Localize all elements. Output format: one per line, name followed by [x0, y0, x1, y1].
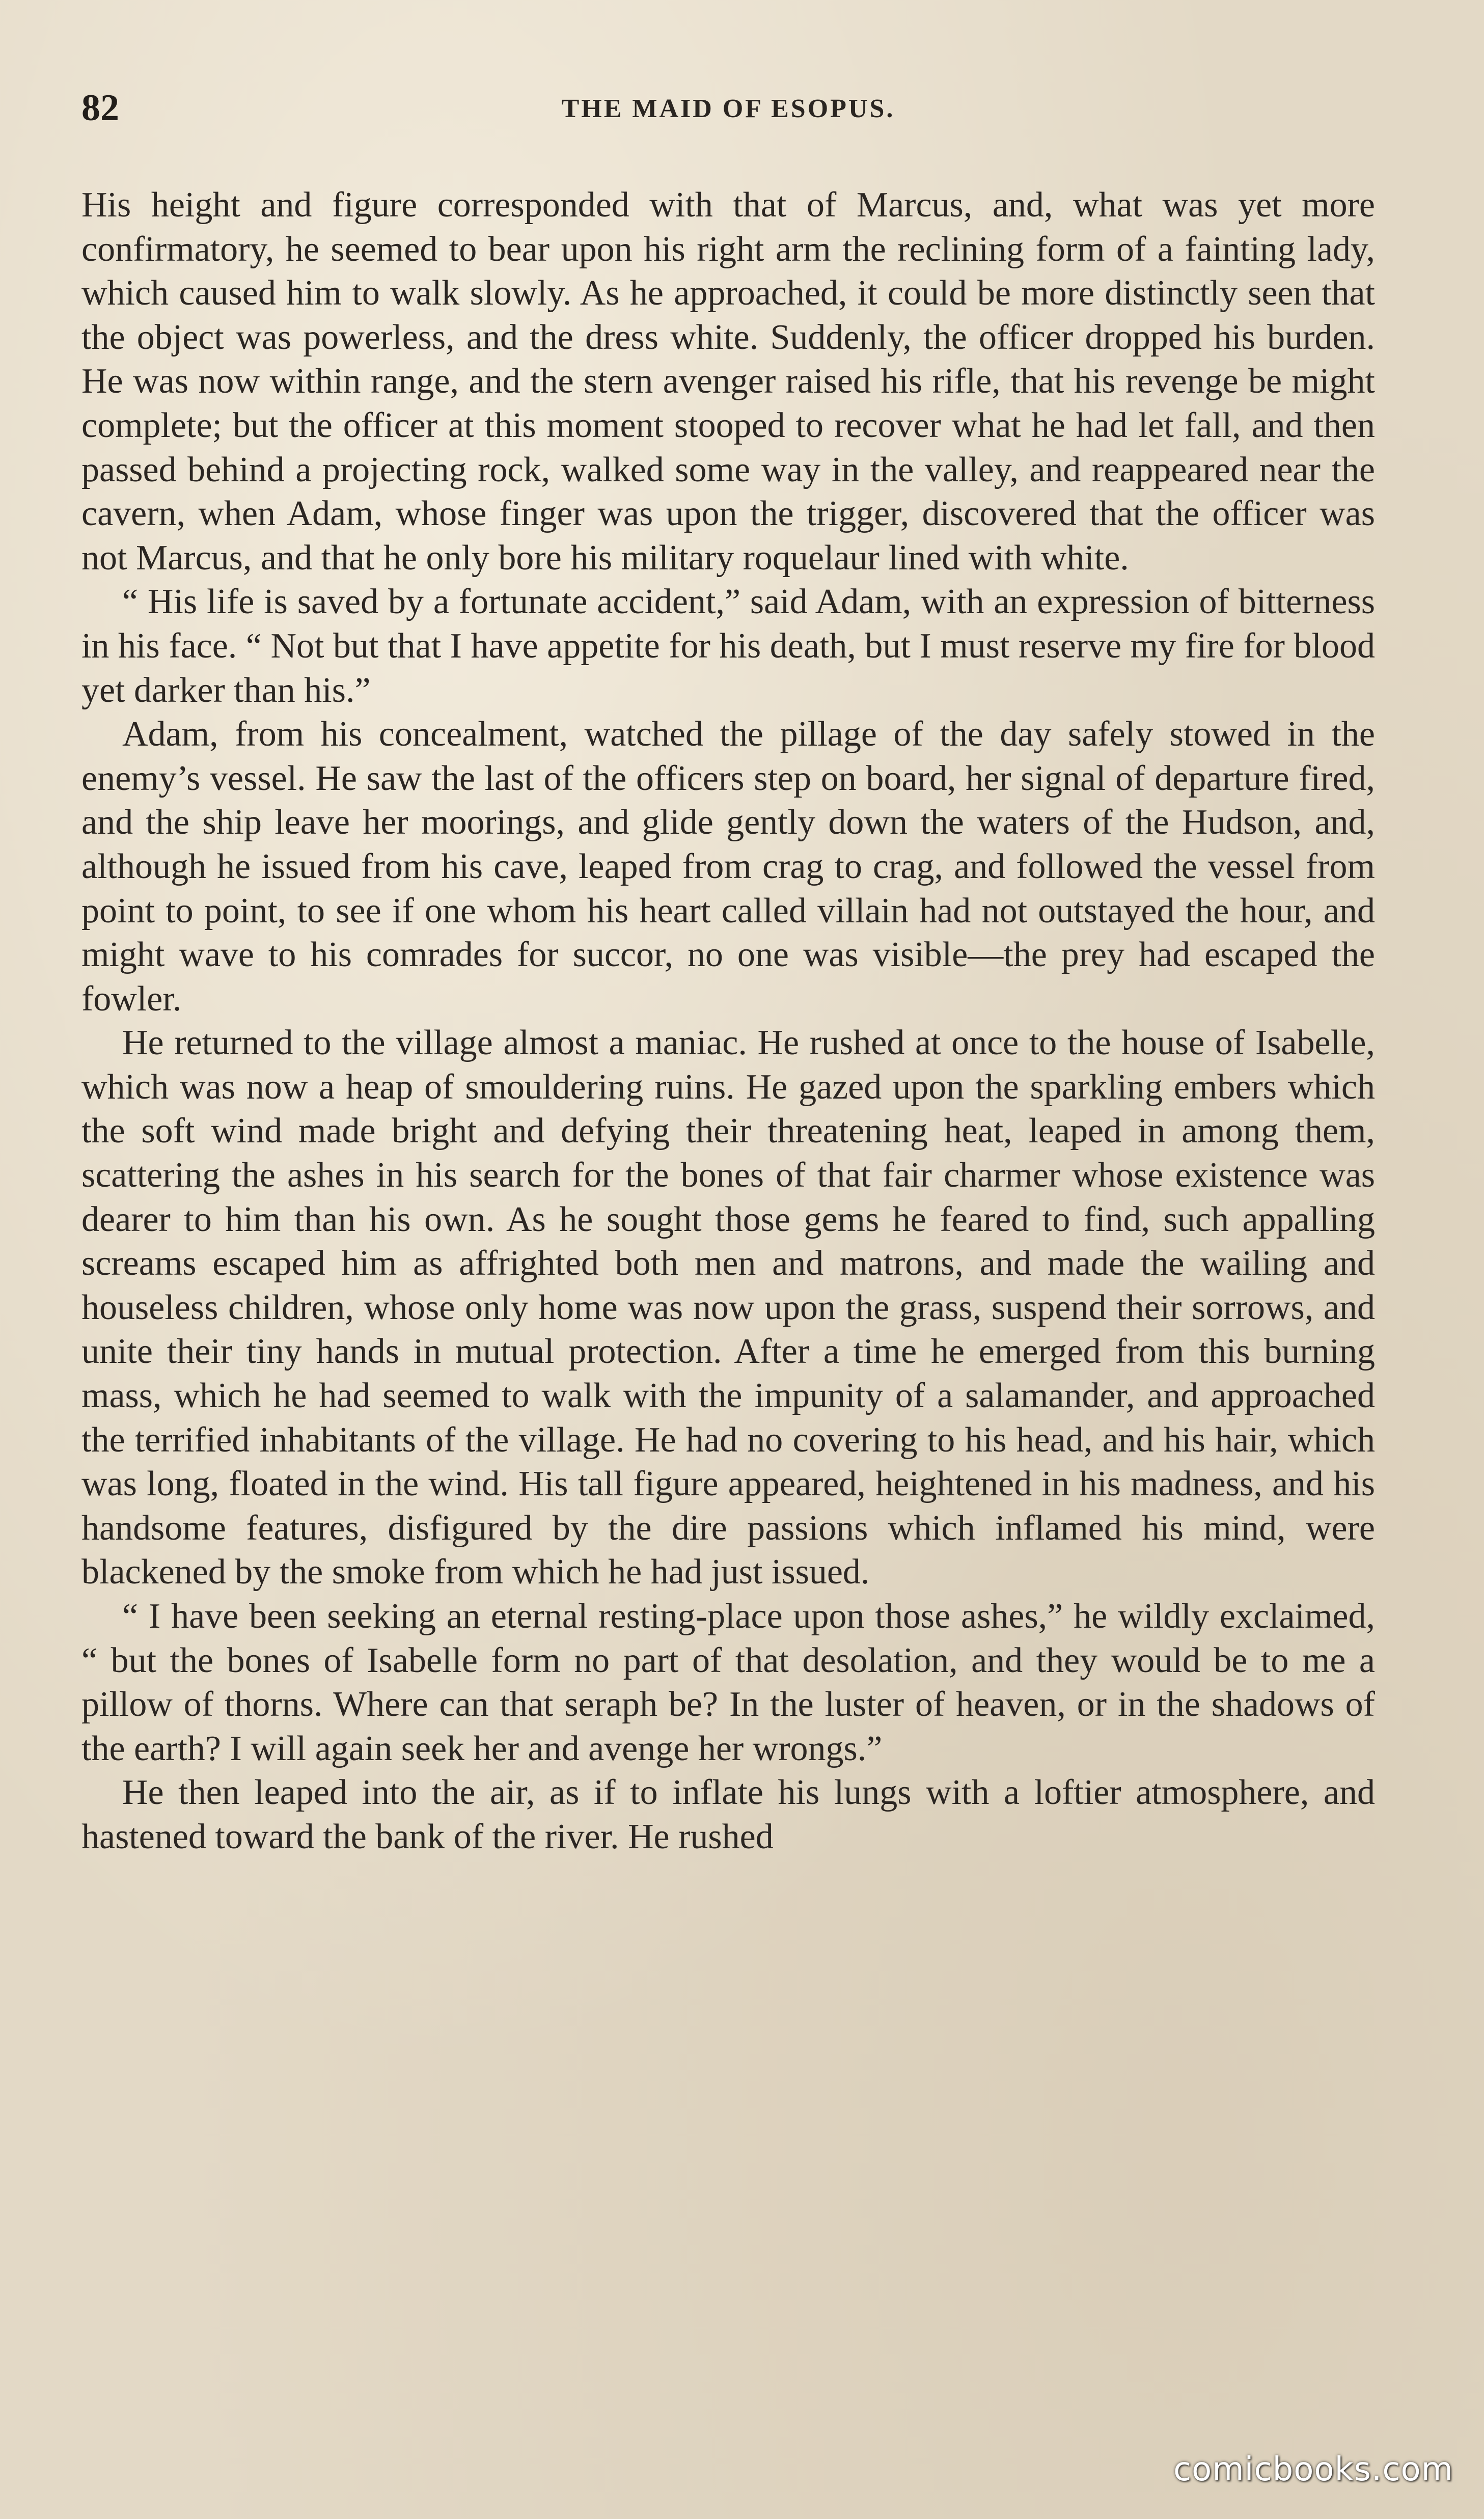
paragraph: Adam, from his concealment, watched the pillage of the day safely stowed in the enemy’s vessel. He saw the last of the officers step on board, her signal of departure fired, and the ship leave her moorings, and glide gently down the waters of the Hudson, and, although he issued from his cave, leaped from crag to crag, and followed the vessel from point to point, to see if one whom his heart called villain had not outstayed the hour, and might wave to his comrades for succor, no one was visible—the prey had escaped the fowler. — [81, 715, 1375, 1019]
page-number: 82 — [81, 87, 119, 129]
page-header — [81, 87, 1375, 132]
paragraph: He returned to the village almost a maniac. He rushed at once to the house of Isabelle, which was now a heap of smouldering ruins. He gazed upon the sparkling embers which the soft wind made bright and defying their threatening heat, leaped in among them, scattering the ashes in his search for the bones of that fair charmer whose existence was dearer to him than his own. As he sought those gems he feared to find, such appalling screams escaped him as affrighted both men and matrons, and made the wailing and houseless children, whose only home was now upon the grass, suspend their sorrows, and unite their tiny hands in mutual protection. After a time he emerged from this burning mass, which he had seemed to walk with the impunity of a salamander, and approached the terrified inhabitants of the village. He had no covering to his head, and his hair, which was long, floated in the wind. His tall figure appeared, heightened in his madness, and his handsome features, disfigured by the dire passions which inflamed his mind, were blackened by the smoke from which he had just issued. — [81, 1023, 1375, 1592]
paragraph: “ His life is saved by a fortunate accident,” said Adam, with an expression of bitterness in his face. “ Not but that I have appetite for his death, but I must reserve my fire for blood yet darker than his.” — [81, 582, 1375, 710]
running-title: THE MAID OF ESOPUS. — [561, 94, 895, 123]
body-text — [81, 183, 1375, 1859]
paragraph: “ I have been seeking an eternal resting-place upon those ashes,” he wildly exclaimed, “ but the bones of Isabelle form no part of that desolation, and they would be to me a pillow of thorns. Where can that seraph be? In the luster of heaven, or in the shadows of the earth? I will again seek her and avenge her wrongs.” — [81, 1597, 1375, 1768]
paragraph: He then leaped into the air, as if to inflate his lungs with a loftier atmosphere, and hastened toward the bank of the river. He rushed — [81, 1773, 1375, 1856]
paragraph: His height and figure corresponded with that of Marcus, and, what was yet more confirmatory, he seemed to bear upon his right arm the reclining form of a fainting lady, which caused him to walk slowly. As he approached, it could be more distinctly seen that the object was powerless, and the dress white. Suddenly, the officer dropped his burden. He was now within range, and the stern avenger raised his rifle, that his revenge be might complete; but the officer at this moment stooped to recover what he had let fall, and then passed behind a projecting rock, walked some way in the valley, and reappeared near the cavern, when Adam, whose finger was upon the trigger, discovered that the officer was not Marcus, and that he only bore his military roquelaur lined with white. — [81, 185, 1375, 578]
watermark: comicbooks.com — [1173, 2451, 1453, 2488]
